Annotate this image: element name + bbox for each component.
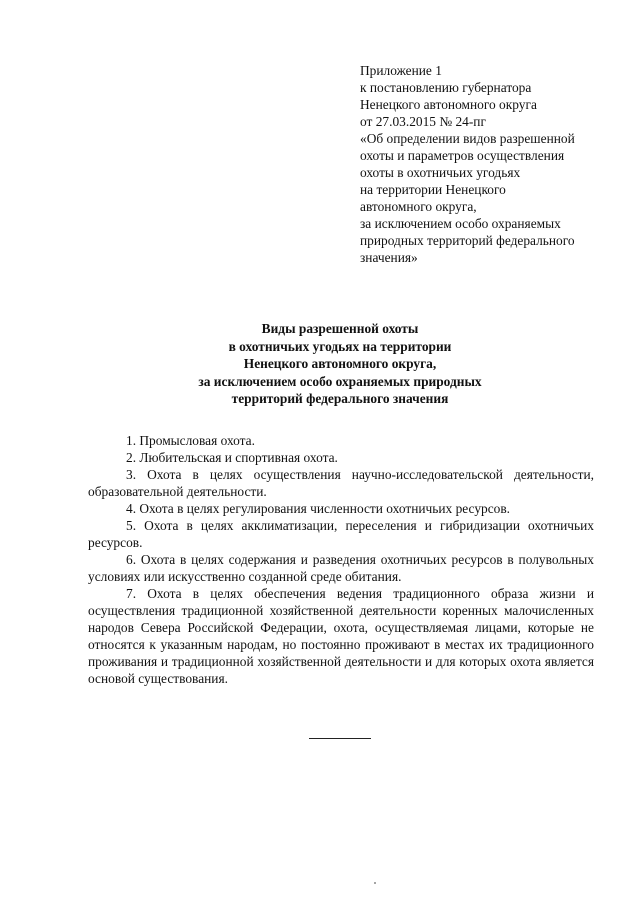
scan-speck [374,882,376,884]
hunting-types-list [88,432,594,687]
appendix-line: Ненецкого автономного округа [360,97,537,112]
appendix-line: к постановлению губернатора [360,80,532,95]
title-line: территорий федерального значения [231,391,449,406]
end-divider [309,738,371,739]
document-title [120,320,560,408]
list-item: 1. Промысловая охота. [126,433,255,448]
list-item: 3. Охота в целях осуществления научно-исследовательской деятельности, образовательной деятельности. [88,467,594,499]
appendix-header [360,62,600,266]
appendix-line: за исключением особо охраняемых [360,216,561,231]
list-item: 5. Охота в целях акклиматизации, переселения и гибридизации охотничьих ресурсов. [88,518,594,550]
appendix-line: «Об определении видов разрешенной [360,131,575,146]
appendix-line: охоты в охотничьих угодьях [360,165,521,180]
appendix-line: от 27.03.2015 № 24-пг [360,114,486,129]
appendix-line: автономного округа, [360,199,477,214]
title-line: в охотничьих угодьях на территории [228,338,452,354]
title-line: за исключением особо охраняемых природных [198,373,482,389]
list-item: 6. Охота в целях содержания и разведения охотничьих ресурсов в полувольных условиях или искусственно созданной среде обитания. [88,552,594,584]
appendix-line: природных территорий федерального [360,233,575,248]
list-item: 2. Любительская и спортивная охота. [126,450,338,465]
appendix-line: на территории Ненецкого [360,182,506,197]
appendix-line: охоты и параметров осуществления [360,148,565,163]
title-line: Ненецкого автономного округа, [243,356,437,371]
appendix-line: Приложение 1 [360,63,442,78]
appendix-line: значения» [360,250,418,265]
list-item: 4. Охота в целях регулирования численности охотничьих ресурсов. [126,501,511,516]
list-item: 7. Охота в целях обеспечения ведения традиционного образа жизни и осуществления традиционной хозяйственной деятельности коренных малочисленных народов Севера Российской Федерации, охота, осуществляемая лицами, которые не относятся к указанным народам, но постоянно проживают в местах их традиционного проживания и традиционной хозяйственной деятельности и для которых охота является основой существования. [88,586,594,686]
title-line: Виды разрешенной охоты [261,321,419,336]
